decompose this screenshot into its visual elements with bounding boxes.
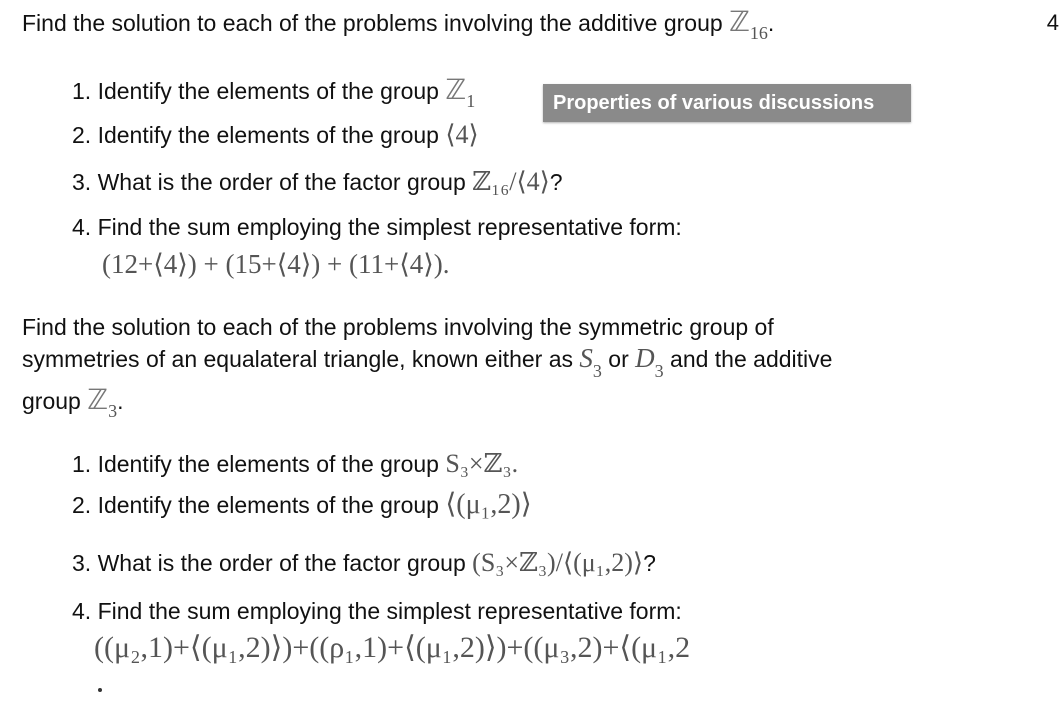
s1-item-1: 1. Identify the elements of the group ℤ$_1$	[72, 73, 476, 111]
s1-item-4: 4. Find the sum employing the simplest representative form:	[72, 214, 682, 240]
s2-sum-expression: ((μ₂,1)+⟨(μ₁,2)⟩)+((ρ₁,1)+⟨(μ₁,2)⟩)+((μ₃,2)+⟨(μ₁,2	[94, 631, 691, 664]
section1-intro: Find the solution to each of the problems involving the additive group ℤ$_{16}$.	[22, 5, 775, 43]
s2-intro-line3: group ℤ$_3$.	[22, 383, 124, 421]
s2-intro-line1: Find the solution to each of the problems involving the symmetric group of	[22, 314, 774, 340]
s1-item-2: 2. Identify the elements of the group ⟨4⟩	[72, 120, 479, 149]
edge-text: 4	[1046, 10, 1059, 35]
z-symbol: ℤ	[729, 5, 750, 38]
s2-item-4: 4. Find the sum employing the simplest representative form:	[72, 598, 682, 624]
s1-sum-expression: (12+⟨4⟩) + (15+⟨4⟩) + (11+⟨4⟩).	[102, 249, 450, 279]
s2-item-2: 2. Identify the elements of the group ⟨(μ₁,2)⟩	[72, 489, 532, 520]
s1-item-3: 3. What is the order of the factor group ℤ₁₆/⟨4⟩?	[72, 167, 563, 196]
tooltip: Properties of various discussions	[543, 84, 911, 122]
period-mark	[98, 688, 102, 692]
s2-item-1: 1. Identify the elements of the group S₃×ℤ₃.	[72, 449, 519, 478]
s2-item-3: 3. What is the order of the factor group (S₃×ℤ₃)/⟨(μ₁,2)⟩?	[72, 548, 656, 577]
s2-intro-line2: symmetries of an equalateral triangle, known either as $S_3$ or $D_3$ and the additive	[22, 343, 833, 381]
